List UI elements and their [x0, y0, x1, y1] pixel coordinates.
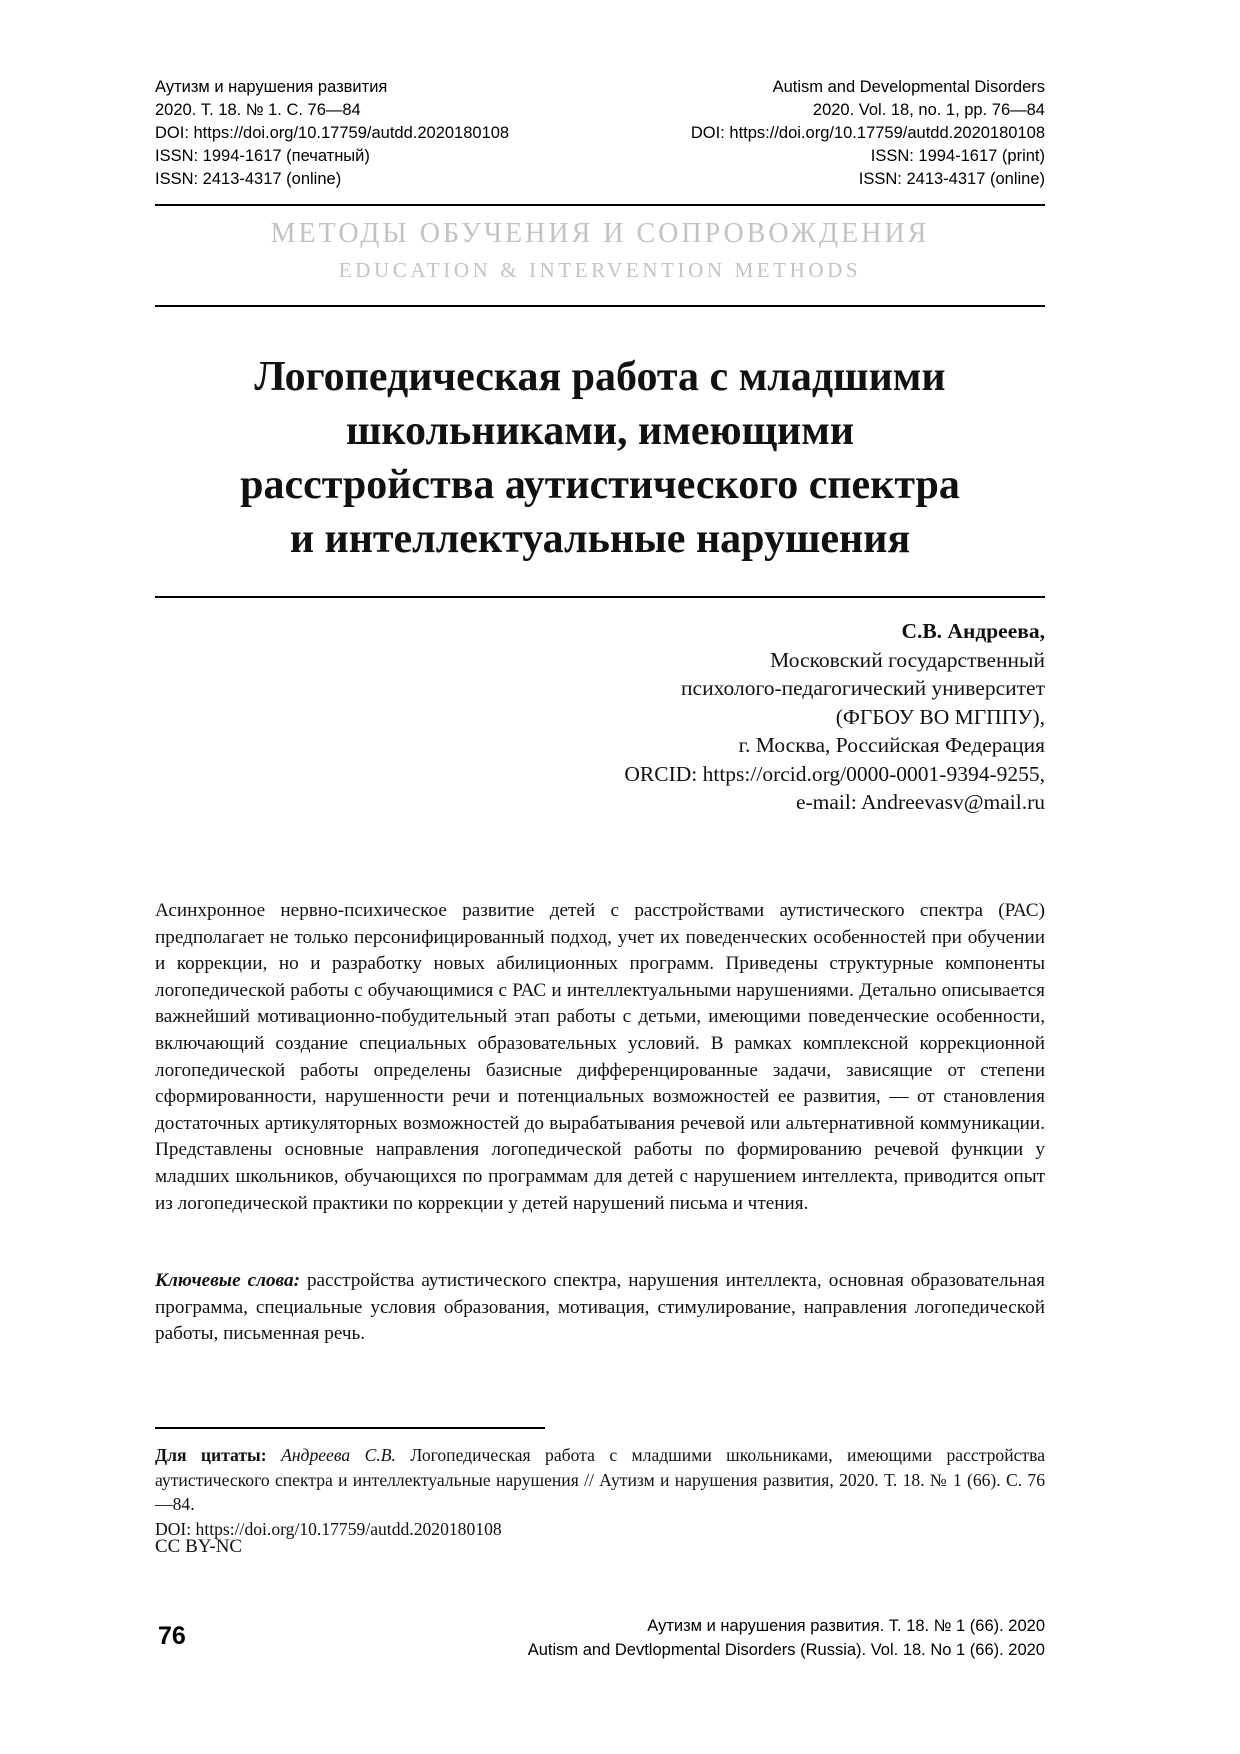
author-affiliation-line-1: Московский государственный [770, 647, 1045, 672]
masthead-right-issn-online: ISSN: 2413-4317 (online) [858, 170, 1045, 188]
title-line-1: Логопедическая работа с младшими [254, 354, 946, 400]
citation-author: Андреева С.В. [281, 1445, 396, 1465]
footer-journal-en: Autism and Devtlopmental Disorders (Russia). Vol. 18. No 1 (66). 2020 [527, 1641, 1045, 1659]
abstract [155, 898, 1045, 1217]
author-city-country: г. Москва, Российская Федерация [738, 733, 1045, 757]
masthead-left-doi: DOI: https://doi.org/10.17759/autdd.2020180108 [155, 124, 510, 142]
keywords [155, 1268, 1045, 1348]
divider-title [155, 596, 1045, 598]
author-affiliation-line-2: психолого-педагогический университет [681, 676, 1045, 700]
masthead [155, 76, 1045, 191]
divider-section [155, 305, 1045, 307]
masthead-left-line-2: 2020. Т. 18. № 1. С. 76—84 [155, 101, 361, 119]
masthead-left-line-1: Аутизм и нарушения развития [155, 78, 388, 96]
page-title [155, 350, 1045, 566]
page-number: 76 [158, 1622, 186, 1650]
author-affiliation-line-3: (ФГБОУ ВО МГППУ), [835, 704, 1045, 729]
masthead-right-line-1: Autism and Developmental Disorders [772, 78, 1045, 96]
title-line-2: школьниками, имеющими [345, 408, 855, 454]
title-line-3: расстройства аутистического спектра [240, 462, 960, 508]
divider-top [155, 204, 1045, 206]
masthead-right-issn-print: ISSN: 1994-1617 (print) [870, 147, 1045, 165]
masthead-left-issn-online: ISSN: 2413-4317 (online) [155, 170, 342, 188]
author-orcid: ORCID: https://orcid.org/0000-0001-9394-9255, [624, 761, 1045, 786]
masthead-left-issn-print: ISSN: 1994-1617 (печатный) [155, 147, 370, 165]
citation-doi: DOI: https://doi.org/10.17759/autdd.2020180108 [155, 1518, 502, 1539]
section-heading-ru: МЕТОДЫ ОБУЧЕНИЯ И СОПРОВОЖДЕНИЯ [270, 218, 930, 249]
title-line-4: и интеллектуальные нарушения [289, 516, 911, 562]
citation-text: Логопедическая работа с младшими школьниками, имеющими расстройства аутистического спектра и интеллектуальные нарушения // Аутизм и нарушения развития, 2020. Т. 18. № 1 (66). С. 76—84. [155, 1445, 1045, 1514]
section-heading-en: EDUCATION & INTERVENTION METHODS [338, 258, 862, 282]
masthead-right-doi: DOI: https://doi.org/10.17759/autdd.2020180108 [690, 124, 1045, 142]
license-notice: CC BY-NC [155, 1536, 243, 1557]
masthead-right [691, 76, 1045, 191]
keywords-text: расстройства аутистического спектра, нарушения интеллекта, основная образовательная программа, специальные условия образования, мотивация, стимулирование, направления логопедической работы, письменная речь. [155, 1270, 1045, 1345]
divider-citation [155, 1427, 545, 1429]
citation-block [155, 1443, 1045, 1541]
abstract-text: Асинхронное нервно-психическое развитие детей с расстройствами аутистического спектра (РАС) предполагает не только персонифицированный подход, учет их поведенческих особенностей при обучении и коррекции, но и разработку новых абилиционных программ. Приведены структурные компоненты логопедической работы с обучающимися с РАС и интеллектуальными нарушениями. Детально описывается важнейший мотивационно-побудительный этап работы с детьми, имеющими поведенческие особенности, включающий создание специальных образовательных условий. В рамках комплексной коррекционной логопедической работы определены базисные дифференцированные задачи, зависящие от степени сформированности, нарушенности речи и потенциальных возможностей ее развития, — от становления достаточных артикуляторных возможностей до вырабатывания речевой или альтернативной коммуникации. Представлены основные направления логопедической работы по формированию речевой функции у младших школьников, обучающихся по программам для детей с нарушением интеллекта, приводится опыт из логопедической практики по коррекции у детей нарушений письма и чтения. [155, 900, 1045, 1214]
author-block [155, 617, 1045, 817]
author-name: С.В. Андреева, [901, 619, 1045, 643]
author-email: e-mail: Andreevasv@mail.ru [795, 790, 1045, 814]
footer-journal [528, 1614, 1045, 1662]
footer-journal-ru: Аутизм и нарушения развития. Т. 18. № 1 (66). 2020 [647, 1617, 1045, 1635]
keywords-label: Ключевые слова: [155, 1270, 300, 1291]
masthead-left [155, 76, 509, 191]
citation-label: Для цитаты: [155, 1445, 267, 1465]
masthead-right-line-2: 2020. Vol. 18, no. 1, pp. 76—84 [812, 101, 1045, 119]
